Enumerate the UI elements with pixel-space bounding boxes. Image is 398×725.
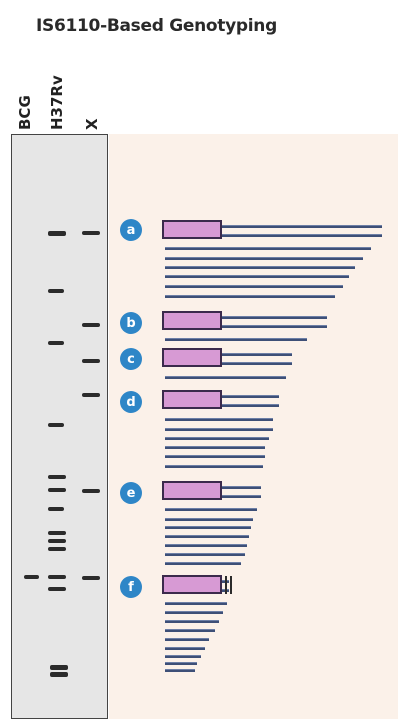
gel-band-h37rv [48,423,64,427]
fragment-line [165,266,355,269]
fragment-line [165,562,241,565]
figure-title: IS6110-Based Genotyping [36,16,277,36]
fragment-line [165,295,335,298]
gel-band-bcg [24,575,39,579]
fragment-line [165,535,249,538]
gel-band-h37rv [48,488,66,492]
fragment-line [165,455,265,458]
gel-band-h37rv [48,341,64,345]
fragment-line [165,275,349,278]
fragment-line [165,638,209,641]
marker-d: d [120,391,142,413]
fragment-line [165,338,307,341]
fragment-line [165,655,201,658]
fragment-line [165,257,363,260]
marker-b: b [120,312,142,334]
fragment-line [165,446,265,449]
lane-label-h37rv: H37Rv [48,75,66,130]
gel-band-h37rv [48,231,66,236]
fragment-line [165,611,223,614]
fragment-line [165,526,251,529]
marker-c: c [120,348,142,370]
fragment-line [165,428,273,431]
gel-band-x [82,393,100,397]
gel-band-x [82,323,100,327]
fragment-line [165,418,273,421]
fragment-line [165,647,205,650]
fragment-line [165,553,245,556]
fragment-line [165,629,215,632]
marker-a: a [120,219,142,241]
fragment-line [165,285,343,288]
gel-band-h37rv [48,289,64,293]
gel-band-h37rv [48,587,66,591]
fragment-end-tick [230,576,232,594]
gel-band-h37rv [48,575,66,579]
gel-band-x [82,231,100,235]
insertion-element-box [162,575,222,594]
fragment-line [165,662,197,665]
gel-band-h37rv [48,547,66,551]
fragment-line [165,376,286,379]
gel-band-h37rv [48,539,66,543]
gel-band-h37rv [50,665,68,670]
gel-band-x [82,576,100,580]
insertion-element-box [162,481,222,500]
gel-band-x [82,359,100,363]
fragment-line [165,465,263,468]
lane-label-x: X [83,118,101,130]
fragment-line [165,620,219,623]
gel-band-x [82,489,100,493]
gel-band-h37rv [48,507,64,511]
gel-band-h37rv [48,531,66,535]
marker-f: f [120,576,142,598]
fragment-line [165,437,269,440]
fragment-line [165,518,253,521]
lane-label-bcg: BCG [16,95,34,130]
fragment-line [165,544,247,547]
insertion-element-box [162,311,222,330]
fragment-panel [109,134,398,719]
fragment-line [165,669,195,672]
insertion-element-box [162,390,222,409]
gel-image [11,134,108,719]
gel-band-h37rv [48,475,66,479]
fragment-line [165,602,227,605]
gel-band-h37rv [50,672,68,677]
fragment-line [165,247,371,250]
fragment-end-tick [225,576,227,594]
marker-e: e [120,482,142,504]
insertion-element-box [162,348,222,367]
insertion-element-box [162,220,222,239]
fragment-line [165,508,257,511]
